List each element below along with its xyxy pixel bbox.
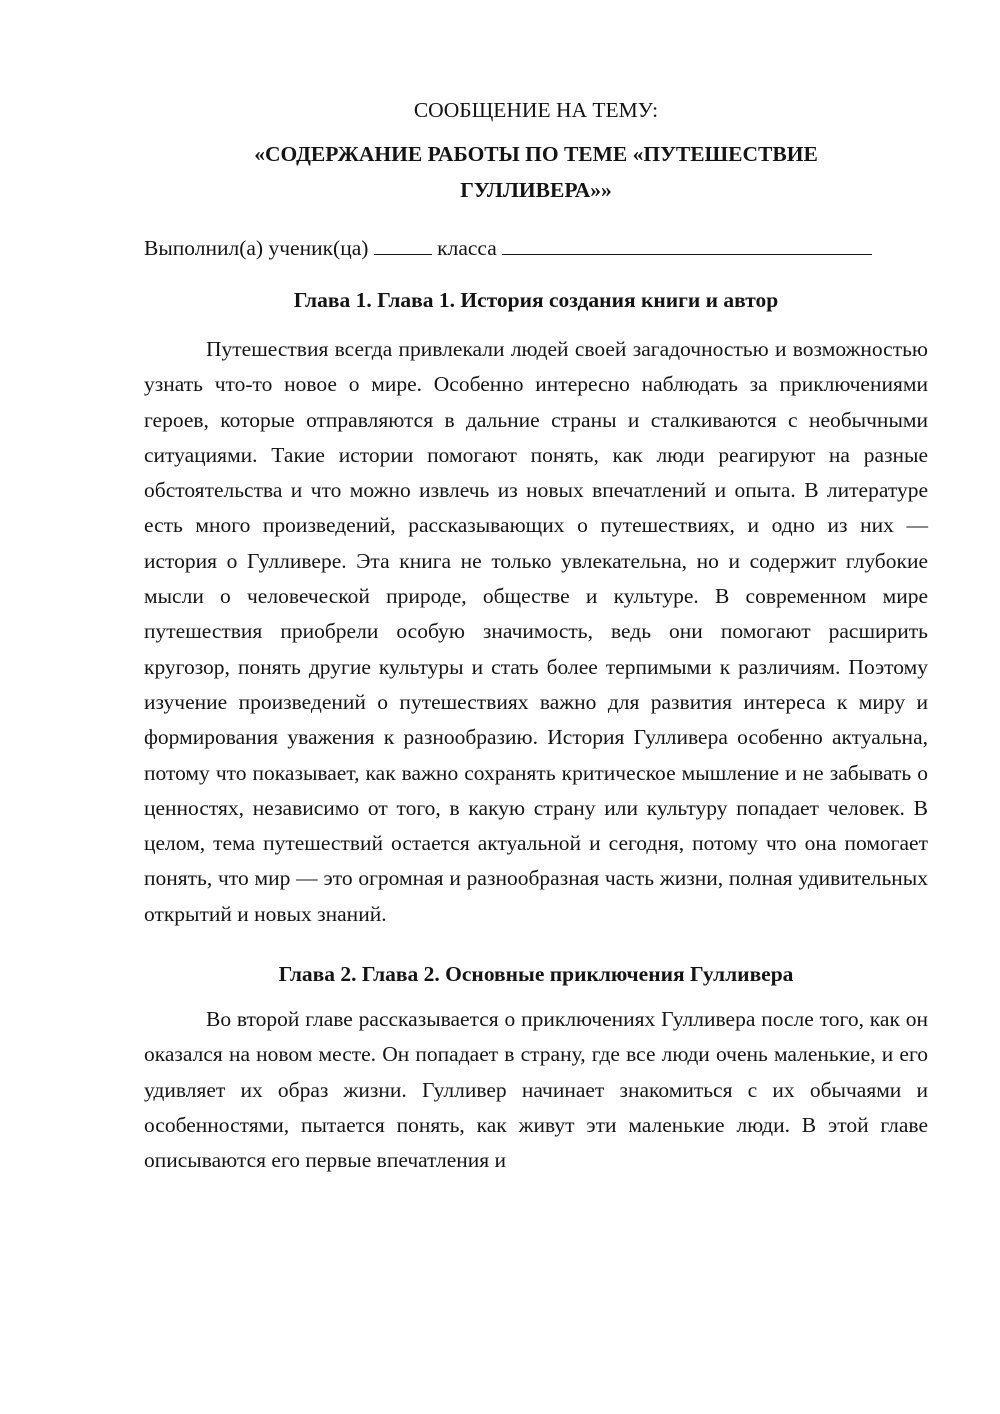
class-number-blank [374,234,432,255]
student-name-blank [502,234,872,255]
byline-class-label: класса [437,236,497,260]
document-title-line-1: «СОДЕРЖАНИЕ РАБОТЫ ПО ТЕМЕ «ПУТЕШЕСТВИЕ [254,142,818,166]
chapter-2-paragraph: Во второй главе рассказывается о приключениях Гулливера после того, как он оказался на новом месте. Он попадает в страну, где все люди очень маленькие, и его удивляет их образ жизни. Гулливер начинает знакомиться с их обычаями и особенностями, пытается понять, как живут эти маленькие люди. В этой главе описываются его первые впечатления и [144,1007,928,1173]
chapter-2-heading: Глава 2. Глава 2. Основные приключения Гулливера [278,962,794,987]
document-title-line-2: ГУЛЛИВЕРА»» [460,178,612,202]
document-kicker: СООБЩЕНИЕ НА ТЕМУ: [413,98,659,122]
chapter-1-heading: Глава 1. Глава 1. История создания книги и автор [293,288,779,312]
chapter-1-paragraph: Путешествия всегда привлекали людей своей загадочностью и возможностью узнать что-то новое о мире. Особенно интересно наблюдать за приключениями героев, которые отправляются в дальние страны и сталкиваются с необычными ситуациями. Такие истории помогают понять, как люди реагируют на разные обстоятельства и что можно извлечь из новых впечатлений и опыта. В литературе есть много произведений, рассказывающих о путешествиях, и одно из них — история о Гулливере. Эта книга не только увлекательна, но и содержит глубокие мысли о человеческой природе, обществе и культуре. В современном мире путешествия приобрели особую значимость, ведь они помогают расширить кругозор, понять другие культуры и стать более терпимыми к различиям. Поэтому изучение произведений о путешествиях важно для развития интереса к миру и формирования уважения к разнообразию. История Гулливера особенно актуальна, потому что показывает, как важно сохранять критическое мышление и не забывать о ценностях, независимо от того, в какую страну или культуру попадает человек. В целом, тема путешествий остается актуальной и сегодня, потому что она помогает понять, что мир — это огромная и разнообразная часть жизни, полная удивительных открытий и новых знаний. [144,337,928,926]
byline [144,230,928,266]
byline-performed-by: Выполнил(а) ученик(ца) [144,236,369,260]
